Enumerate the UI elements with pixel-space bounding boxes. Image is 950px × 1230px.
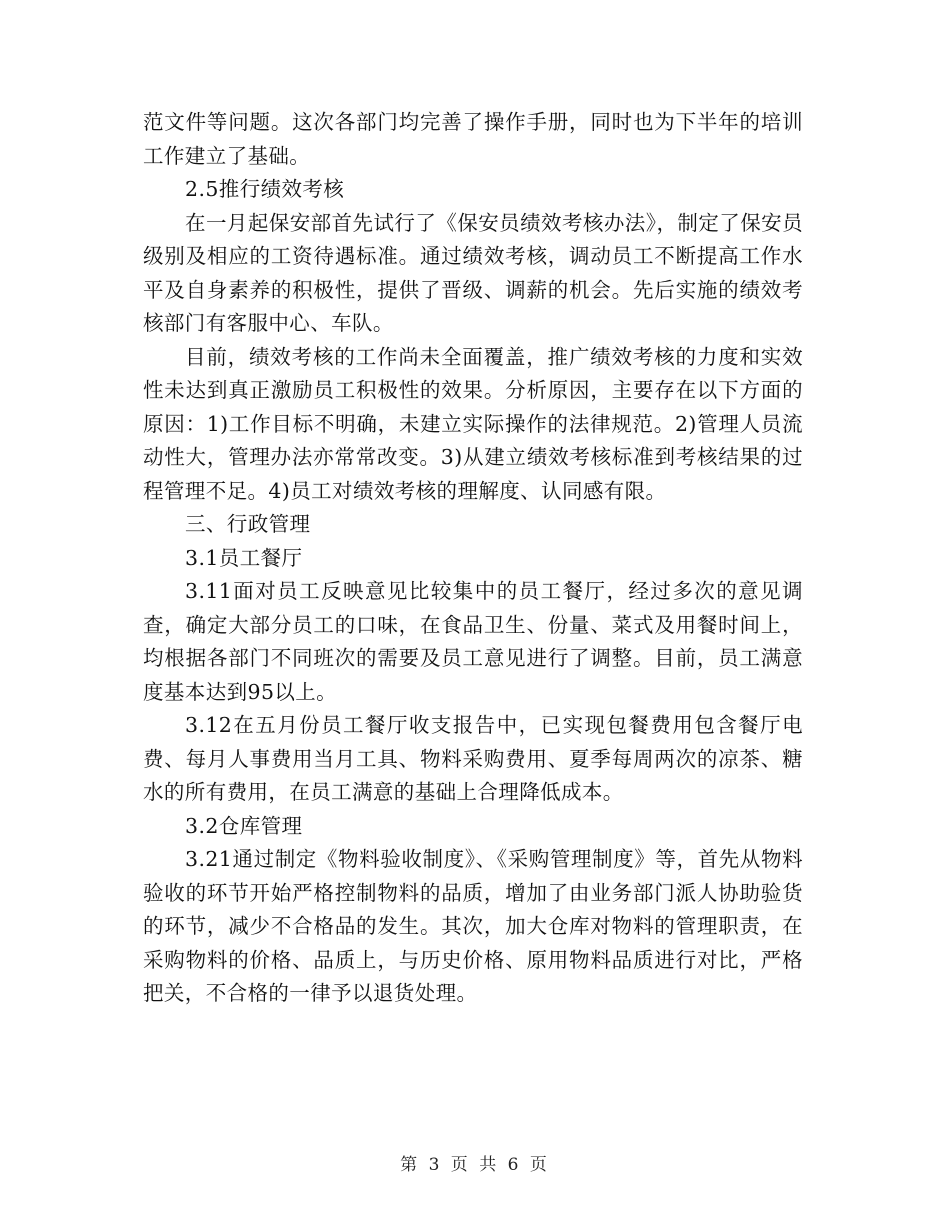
- section-heading-2-5: 2.5推行绩效考核: [185, 177, 345, 201]
- paragraph-1: 范文件等问题。这次各部门均完善了操作手册，同时也为下半年的培训工作建立了基础。: [143, 110, 803, 168]
- paragraph-3: 目前，绩效考核的工作尚未全面覆盖，推广绩效考核的力度和实效性未达到真正激励员工积极性的效果。分析原因，主要存在以下方面的原因：1)工作目标不明确，未建立实际操作的法律规范。2)管理人员流动性大，管理办法亦常常改变。3)从建立绩效考核标准到考核结果的过程管理不足。4)员工对绩效考核的理解度、认同感有限。: [143, 344, 803, 503]
- section-heading-3-1: 3.1员工餐厅: [185, 545, 303, 570]
- section-heading-3-2: 3.2仓库管理: [185, 813, 303, 838]
- paragraph-6: 3.21通过制定《物料验收制度》、《采购管理制度》等，首先从物料验收的环节开始严格控制物料的品质，增加了由业务部门派人协助验货的环节，减少不合格品的发生。其次，加大仓库对物料的管理职责，在采购物料的价格、品质上，与历史价格、原用物料品质进行对比，严格把关，不合格的一律予以退货处理。: [143, 847, 803, 1005]
- paragraph-2: 在一月起保安部首先试行了《保安员绩效考核办法》，制定了保安员级别及相应的工资待遇标准。通过绩效考核，调动员工不断提高工作水平及自身素养的积极性，提供了晋级、调薪的机会。先后实施的绩效考核部门有客服中心、车队。: [143, 210, 803, 335]
- paragraph-4: 3.11面对员工反映意见比较集中的员工餐厅，经过多次的意见调查，确定大部分员工的口味，在食品卫生、份量、菜式及用餐时间上，均根据各部门不同班次的需要及员工意见进行了调整。目前，员工满意度基本达到95以上。: [143, 579, 803, 704]
- paragraph-5: 3.12在五月份员工餐厅收支报告中，已实现包餐费用包含餐厅电费、每月人事费用当月工具、物料采购费用、夏季每周两次的凉茶、糖水的所有费用，在员工满意的基础上合理降低成本。: [143, 713, 803, 804]
- section-heading-3: 三、行政管理: [185, 512, 311, 536]
- document-body: [143, 106, 803, 1011]
- page-number-footer: 第 3 页 共 6 页: [400, 1155, 550, 1175]
